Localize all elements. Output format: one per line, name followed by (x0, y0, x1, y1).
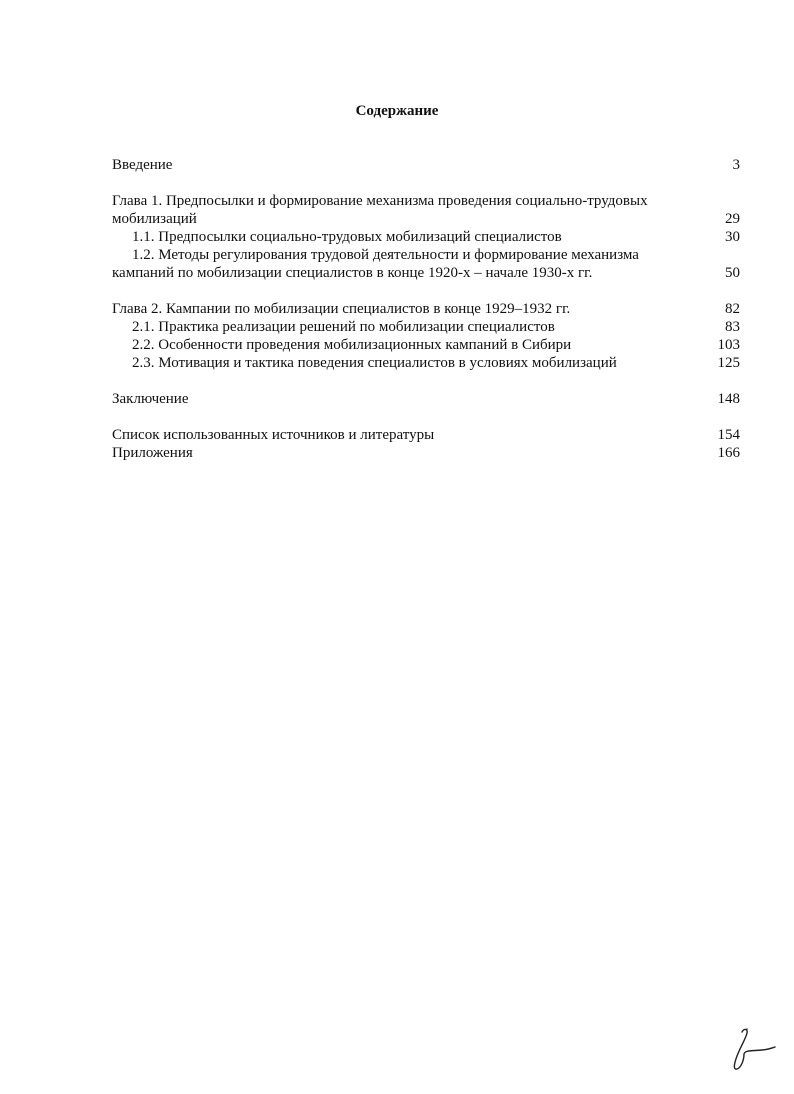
toc-entry-label: 1.1. Предпосылки социально-трудовых мобилизаций специалистов (132, 229, 562, 245)
toc-entry-page: 30 (725, 229, 740, 245)
toc-entry-page: 125 (717, 355, 740, 371)
page-title: Содержание (355, 103, 439, 119)
toc-entry-page: 83 (725, 319, 740, 335)
toc-entry-page: 103 (717, 337, 740, 353)
toc-entry-page: 3 (732, 157, 740, 173)
toc-entry-sources (112, 426, 740, 444)
toc-entry-page: 29 (725, 211, 740, 227)
toc-entry-page: 166 (717, 445, 740, 461)
toc-entry-label: Глава 2. Кампании по мобилизации специалистов в конце 1929–1932 гг. (112, 301, 571, 317)
toc-entry-page: 50 (725, 265, 740, 281)
toc-entry-conclusion (112, 390, 740, 408)
toc-entry-label: Список использованных источников и литературы (112, 427, 435, 443)
toc-entry-intro (112, 156, 740, 174)
toc-entry-section-1-1 (112, 228, 740, 246)
toc-entry-appendices (112, 444, 740, 462)
table-of-contents (112, 156, 740, 462)
toc-entry-label: Заключение (112, 391, 189, 407)
toc-entry-page: 148 (717, 391, 740, 407)
handwritten-signature-icon (728, 1026, 780, 1074)
toc-entry-label: 2.1. Практика реализации решений по мобилизации специалистов (132, 319, 555, 335)
toc-entry-section-2-1 (112, 318, 740, 336)
toc-entry-label: 2.2. Особенности проведения мобилизационных кампаний в Сибири (132, 337, 572, 353)
toc-entry-chapter-1 (112, 192, 740, 228)
toc-entry-chapter-2 (112, 300, 740, 318)
toc-entry-page: 82 (725, 301, 740, 317)
toc-entry-section-1-2 (112, 246, 740, 282)
toc-entry-label: Глава 1. Предпосылки и формирование механизма проведения социально-трудовых мобилизаций (112, 193, 648, 227)
toc-entry-label: 1.2. Методы регулирования трудовой деятельности и формирование механизма кампаний по мобилизации специалистов в конце 1920-х – начале 1930-х гг. (112, 247, 639, 281)
toc-entry-section-2-3 (112, 354, 740, 372)
toc-entry-label: Приложения (112, 445, 193, 461)
toc-entry-section-2-2 (112, 336, 740, 354)
toc-entry-label: Введение (112, 157, 173, 173)
toc-entry-label: 2.3. Мотивация и тактика поведения специалистов в условиях мобилизаций (132, 355, 617, 371)
toc-entry-page: 154 (717, 427, 740, 443)
